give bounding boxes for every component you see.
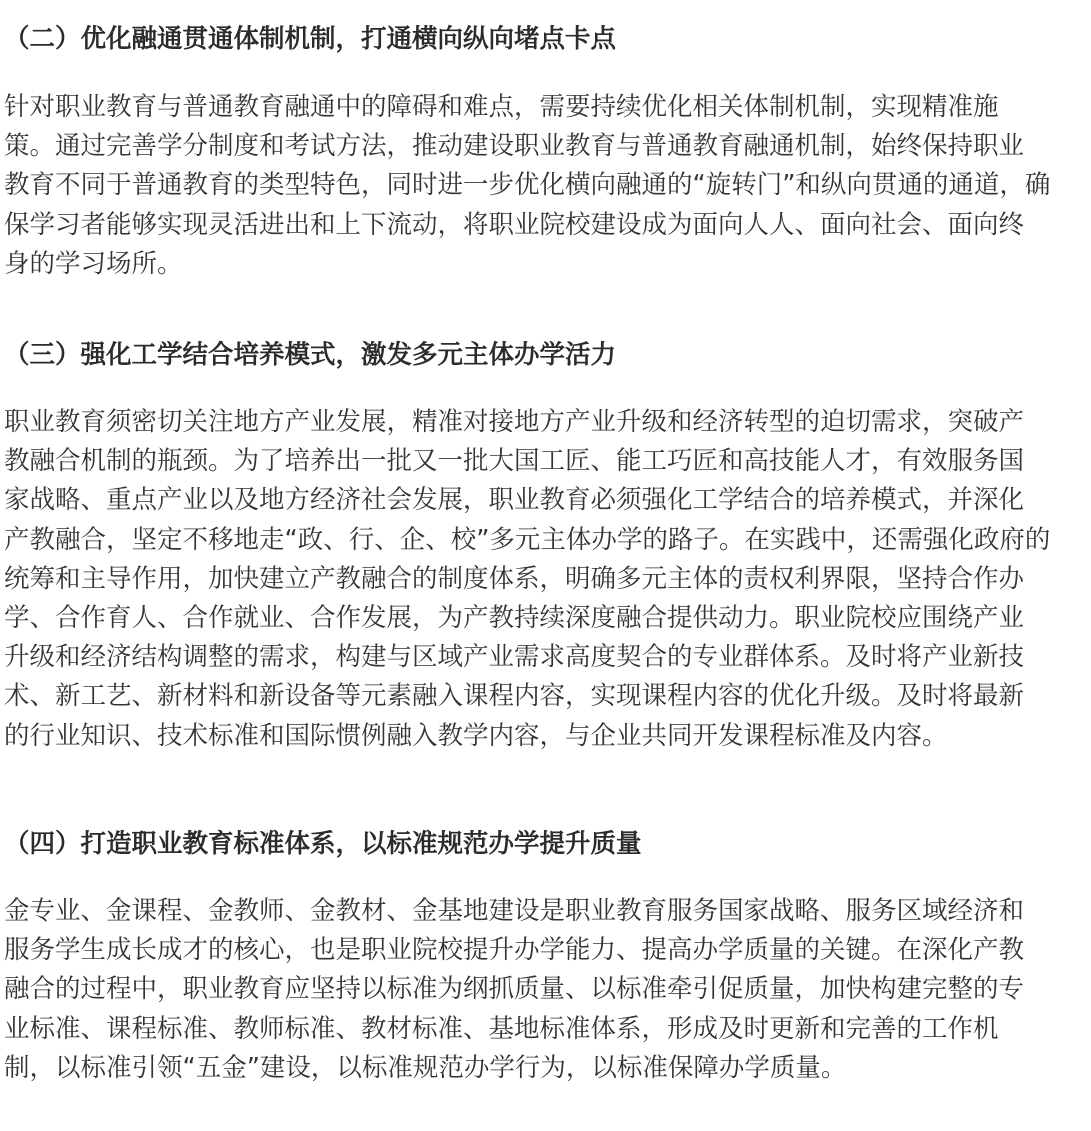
paragraph-line: 服务学生成长成才的核心，也是职业院校提升办学能力、提高办学质量的关键。在深化产教 xyxy=(4,935,1025,966)
paragraph-line: 教融合机制的瓶颈。为了培养出一批又一批大国工匠、能工巧匠和高技能人才，有效服务国 xyxy=(4,446,1025,477)
paragraph-line: 保学习者能够实现灵活进出和上下流动，将职业院校建设成为面向人人、面向社会、面向终 xyxy=(4,209,1025,240)
section-heading-3: （三）强化工学结合培养模式，激发多元主体办学活力 xyxy=(4,340,617,370)
paragraph-line: 升级和经济结构调整的需求，构建与区域产业需求高度契合的专业群体系。及时将产业新技 xyxy=(4,642,1025,673)
paragraph-line: 的行业知识、技术标准和国际惯例融入教学内容，与企业共同开发课程标准及内容。 xyxy=(4,720,948,751)
section-heading-4: （四）打造职业教育标准体系，以标准规范办学提升质量 xyxy=(4,829,642,859)
section-heading-2: （二）优化融通贯通体制机制，打通横向纵向堵点卡点 xyxy=(4,24,617,54)
paragraph-line: 身的学习场所。 xyxy=(4,248,183,279)
paragraph-line: 教育不同于普通教育的类型特色，同时进一步优化横向融通的“旋转门”和纵向贯通的通道，确 xyxy=(4,170,1051,201)
paragraph-line: 针对职业教育与普通教育融通中的障碍和难点，需要持续优化相关体制机制，实现精准施 xyxy=(4,92,999,122)
paragraph-line: 融合的过程中，职业教育应坚持以标准为纲抓质量、以标准牵引促质量，加快构建完整的专 xyxy=(4,974,1025,1005)
section-paragraph-4 xyxy=(4,892,1087,1088)
paragraph-line: 职业教育须密切关注地方产业发展，精准对接地方产业升级和经济转型的迫切需求，突破产 xyxy=(4,407,1025,437)
paragraph-line: 学、合作育人、合作就业、合作发展，为产教持续深度融合提供动力。职业院校应围绕产业 xyxy=(4,603,1025,634)
paragraph-line: 业标准、课程标准、教师标准、教材标准、基地标准体系，形成及时更新和完善的工作机 xyxy=(4,1013,999,1044)
section-paragraph-2 xyxy=(4,88,1087,284)
section-paragraph-3 xyxy=(4,403,1087,756)
paragraph-line: 统筹和主导作用，加快建立产教融合的制度体系，明确多元主体的责权利界限，坚持合作办 xyxy=(4,563,1025,594)
paragraph-line: 产教融合，坚定不移地走“政、行、企、校”多元主体办学的路子。在实践中，还需强化政府的 xyxy=(4,524,1051,555)
paragraph-line: 金专业、金课程、金教师、金教材、金基地建设是职业教育服务国家战略、服务区域经济和 xyxy=(4,896,1025,926)
paragraph-line: 制，以标准引领“五金”建设，以标准规范办学行为，以标准保障办学质量。 xyxy=(4,1052,847,1083)
paragraph-line: 策。通过完善学分制度和考试方法，推动建设职业教育与普通教育融通机制，始终保持职业 xyxy=(4,131,1025,162)
paragraph-line: 术、新工艺、新材料和新设备等元素融入课程内容，实现课程内容的优化升级。及时将最新 xyxy=(4,681,1025,712)
paragraph-line: 家战略、重点产业以及地方经济社会发展，职业教育必须强化工学结合的培养模式，并深化 xyxy=(4,485,1025,516)
